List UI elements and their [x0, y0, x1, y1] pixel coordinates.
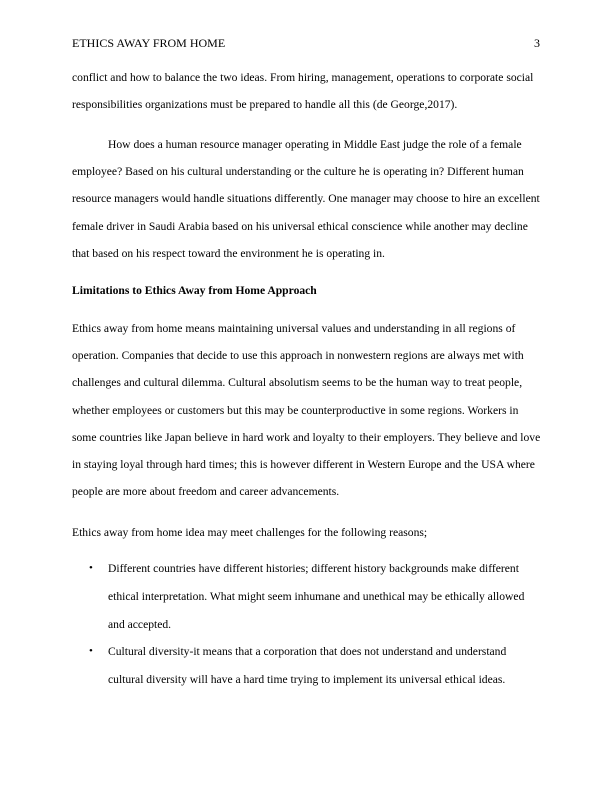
list-item-text: Cultural diversity-it means that a corporation that does not understand and understand cultural diversity will have a hard time trying to implement its universal ethical ideas.	[108, 645, 507, 687]
section-heading: Limitations to Ethics Away from Home Approach	[72, 284, 317, 297]
header-title: ETHICS AWAY FROM HOME	[72, 36, 226, 50]
bullet-icon: •	[89, 562, 93, 574]
paragraph-hr-manager: How does a human resource manager operating in Middle East judge the role of a female employee? Based on his cultural understanding or the culture he is operating in? Different human resource managers would handle situations differently. One manager may choose to hire an excellent female driver in Saudi Arabia based on his universal ethical conscience while another may decline that based on his respect toward the environment he is operating in.	[72, 138, 540, 260]
list-item	[72, 638, 542, 694]
page-number: 3	[534, 36, 540, 50]
reasons-list	[72, 555, 542, 694]
paragraph-ethics-away: Ethics away from home means maintaining universal values and understanding in all regions of operation. Companies that decide to use this approach in nonwestern regions are always met with challenges and cultural dilemma. Cultural absolutism seems to be the human way to treat people, whether employees or customers but this may be counterproductive in some regions. Workers in some countries like Japan believe in hard work and loyalty to their employers. They believe and love in staying loyal through hard times; this is however different in Western Europe and the USA where people are more about freedom and career advancements.	[72, 322, 541, 499]
list-item	[72, 555, 542, 638]
running-header	[72, 36, 540, 50]
paragraph-reasons-intro: Ethics away from home idea may meet challenges for the following reasons;	[72, 526, 428, 539]
paragraph-continuation: conflict and how to balance the two ideas. From hiring, management, operations to corporate social responsibilities organizations must be prepared to handle all this (de George,2017).	[72, 71, 534, 112]
bullet-icon: •	[89, 645, 93, 658]
list-item-text: Different countries have different histories; different history backgrounds make different ethical interpretation. What might seem inhumane and unethical may be ethically allowed and accepted.	[108, 562, 525, 631]
